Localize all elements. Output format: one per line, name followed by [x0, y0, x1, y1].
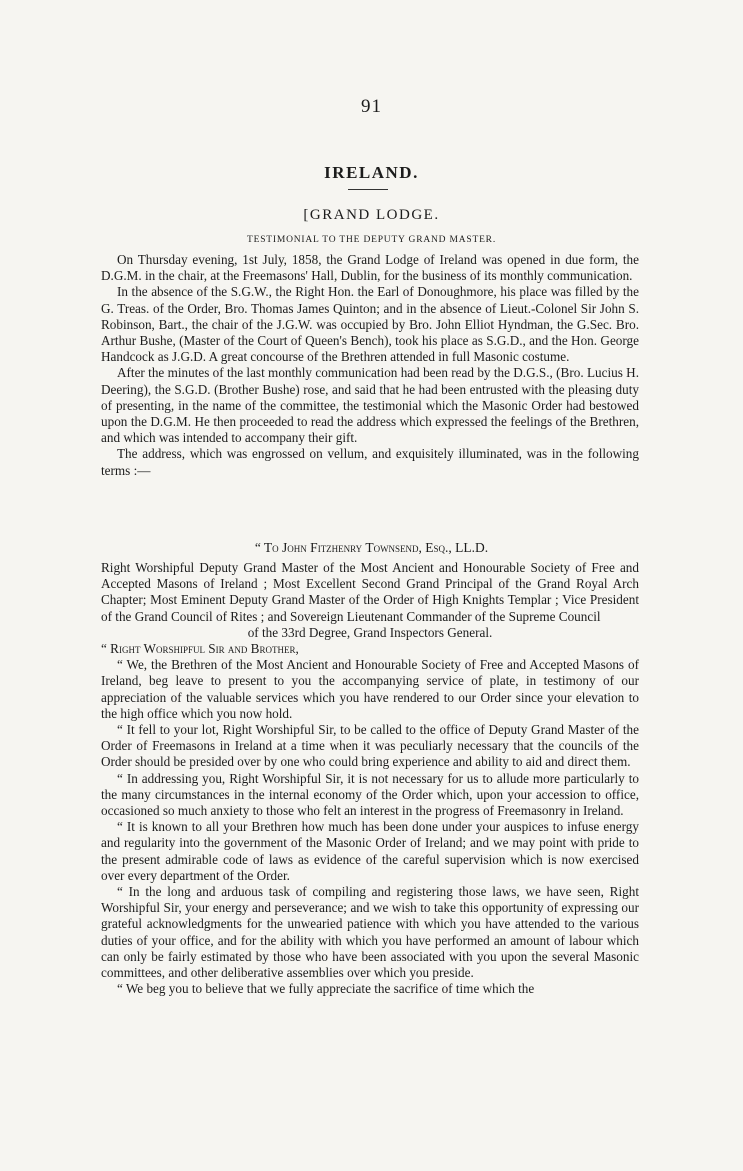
address-titles-last: of the 33rd Degree, Grand Inspectors General. [247, 624, 493, 640]
page-number: 91 [361, 96, 382, 117]
address-title-text: “ To John Fitzhenry Townsend, Esq., LL.D. [254, 540, 489, 555]
section-heading: IRELAND. [324, 163, 419, 182]
salutation: “ Right Worshipful Sir and Brother, [101, 641, 299, 657]
paragraph: After the minutes of the last monthly communication had been read by the D.G.S., (Bro. Lucius H. Deering), the S.G.D. (Brother Bushe) rose, and said that he had been entrusted with the pleasing duty of presenting, in the name of the committee, the testimonial which the Masonic Order had bestowed upon the D.G.M. He then proceeded to read the address which expressed the feelings of the Brethren, and which was intended to accompany their gift. [101, 365, 639, 446]
paragraph: “ It fell to your lot, Right Worshipful Sir, to be called to the office of Deputy Grand Master of the Order of Freemasons in Ireland at a time when it was peculiarly necessary that the councils of the Order should be presided over by one who could bring experience and ability to aid and direct them. [101, 722, 639, 770]
address-titles-block: Right Worshipful Deputy Grand Master of the Most Ancient and Honourable Society of Free and Accepted Masons of Ireland ; Most Excellent Second Grand Principal of the Grand Royal Arch Chapter; Most Eminent Deputy Grand Master of the Order of High Knights Templar ; Vice President of the Grand Council of Rites ; and Sovereign Lieutenant Commander of the Supreme Council [101, 560, 639, 624]
paragraph: In the absence of the S.G.W., the Right Hon. the Earl of Donoughmore, his place was filled by the G. Treas. of the Order, Bro. Thomas James Quinton; and in the absence of Lieut.-Colonel Sir John S. Robinson, Bart., the chair of the J.G.W. was occupied by Bro. John Elliot Hyndman, the G.Sec. Bro. Arthur Bushe, (Master of the Court of Queen's Bench), took his place as S.G.D., and the Hon. George Handcock as J.G.D. A great concourse of the Brethren attended in full Masonic costume. [101, 284, 639, 365]
paragraph: On Thursday evening, 1st July, 1858, the Grand Lodge of Ireland was opened in due form, the D.G.M. in the chair, at the Freemasons' Hall, Dublin, for the business of its monthly communication. [101, 252, 639, 284]
paragraph: “ We, the Brethren of the Most Ancient and Honourable Society of Free and Accepted Masons of Ireland, beg leave to present to you the accompanying service of plate, in testimony of our appreciation of the valuable services which you have rendered to our Order since your elevation to the high office which you now hold. [101, 657, 639, 721]
paragraph: “ It is known to all your Brethren how much has been done under your auspices to infuse energy and regularity into the government of the Masonic Order of Ireland; and we may point with pride to the present admirable code of laws as evidence of the careful supervision which is now exercised over every department of the Order. [101, 819, 639, 883]
article-title: TESTIMONIAL TO THE DEPUTY GRAND MASTER. [247, 235, 496, 245]
paragraph: “ In addressing you, Right Worshipful Sir, it is not necessary for us to allude more particularly to the many circumstances in the internal economy of the Order which, upon your accession to office, occasioned so much anxiety to those who felt an interest in the progress of Freemasonry in Ireland. [101, 770, 639, 819]
address-text [101, 560, 639, 997]
paragraph: “ In the long and arduous task of compiling and registering those laws, we have seen, Right Worshipful Sir, your energy and perseverance; and we wish to take this opportunity of expressing our grateful acknowledgments for the unwearied patience with which you have attended to the various duties of your office, and for the ability with which you have performed an amount of labour which can only be fairly estimated by those who have been associated with you upon the several Masonic committees, and other deliberative assemblies over which you preside. [101, 884, 639, 981]
heading-rule [348, 189, 388, 190]
intro-text [101, 252, 639, 479]
subheading: [GRAND LODGE. [303, 207, 440, 223]
paragraph: The address, which was engrossed on vellum, and exquisitely illuminated, was in the following terms :— [101, 446, 639, 478]
paragraph: “ We beg you to believe that we fully appreciate the sacrifice of time which the [117, 981, 535, 997]
address-title [0, 540, 743, 556]
